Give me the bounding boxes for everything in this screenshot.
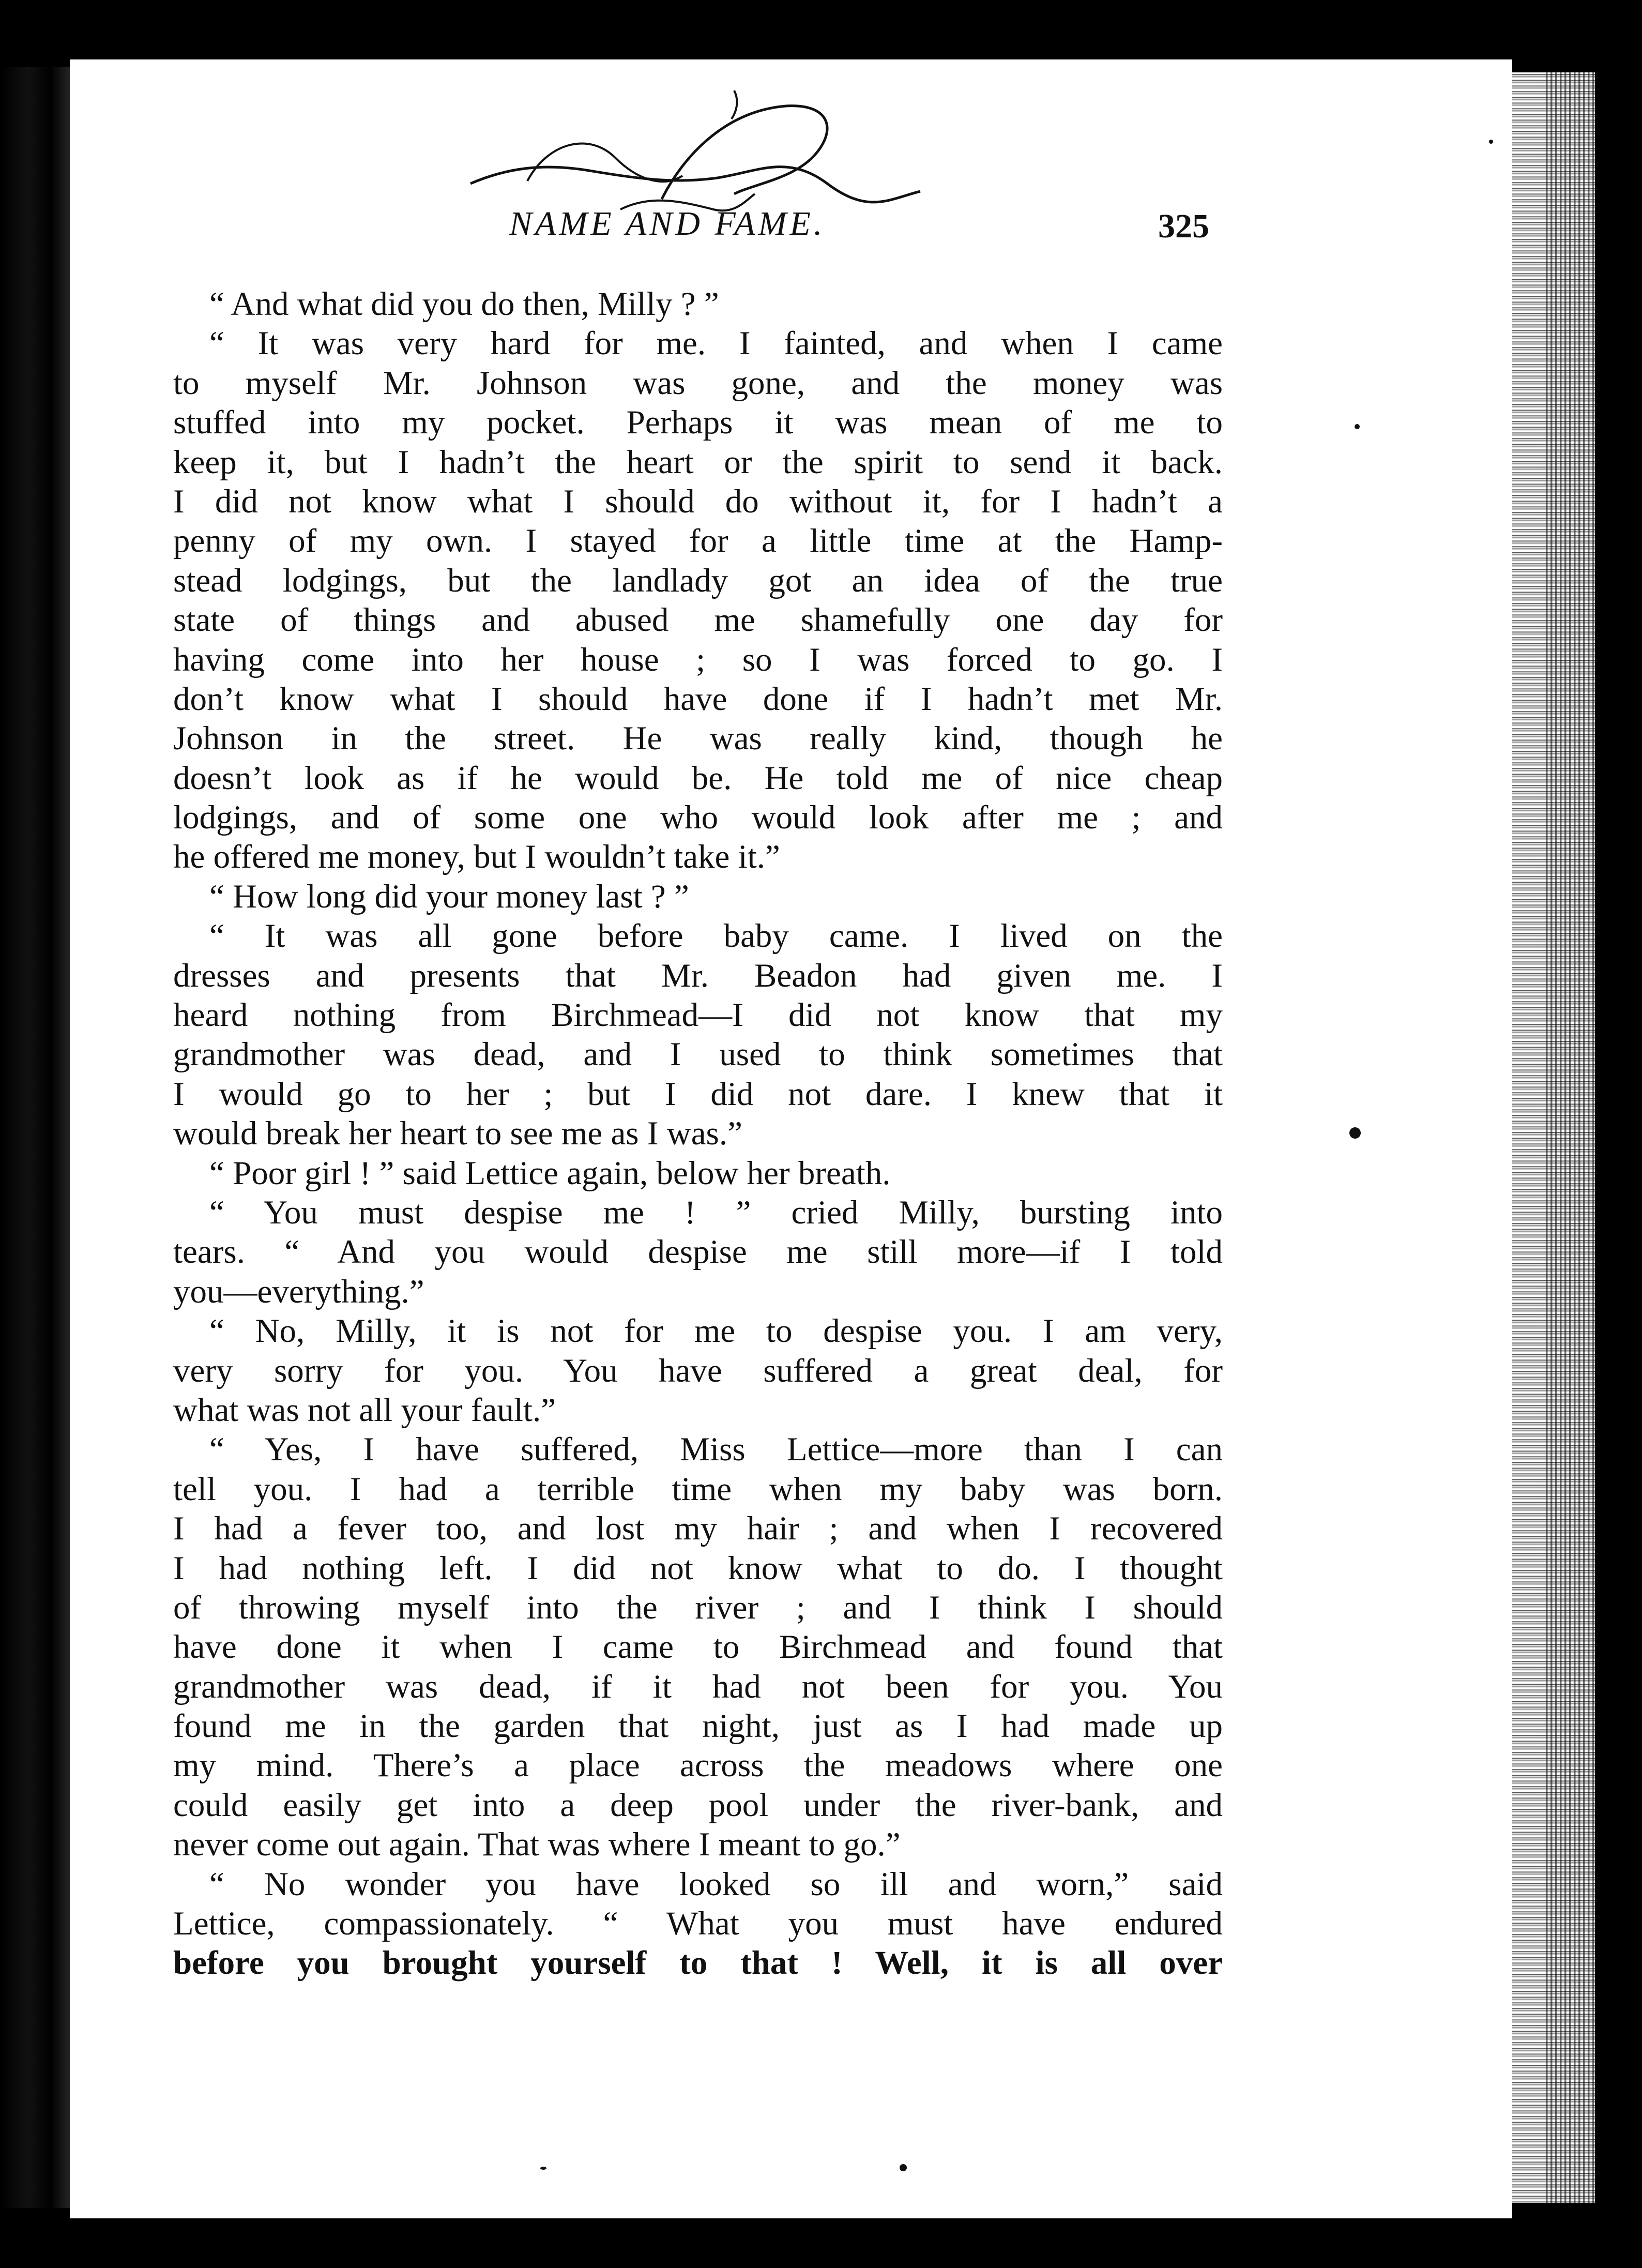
book-binding-gutter — [0, 67, 72, 2208]
text-line: have done it when I came to Birchmead and found that — [173, 1628, 1223, 1666]
text-line: “ Yes, I have suffered, Miss Lettice—more than I can — [209, 1431, 1223, 1469]
ink-speck — [900, 2164, 907, 2171]
text-line: found me in the garden that night, just as I had made up — [173, 1707, 1223, 1745]
ink-speck — [540, 2167, 546, 2170]
text-line: very sorry for you. You have suffered a great deal, for — [173, 1352, 1223, 1389]
text-line: “ No, Milly, it is not for me to despise you. I am very, — [209, 1312, 1223, 1350]
text-line: tell you. I had a terrible time when my baby was born. — [173, 1470, 1223, 1508]
text-line: to myself Mr. Johnson was gone, and the money was — [173, 364, 1223, 402]
text-line: you—everything.” — [173, 1273, 424, 1310]
text-line: “ No wonder you have looked so ill and worn,” said — [209, 1865, 1223, 1903]
text-line: heard nothing from Birchmead—I did not know that my — [173, 996, 1223, 1034]
text-line: he offered me money, but I wouldn’t take it.” — [173, 838, 780, 876]
text-line: state of things and abused me shamefully one day for — [173, 601, 1223, 639]
ink-speck — [1349, 1127, 1361, 1139]
text-line: my mind. There’s a place across the meadows where one — [173, 1747, 1223, 1785]
text-line: what was not all your fault.” — [173, 1391, 556, 1429]
text-line: dresses and presents that Mr. Beadon had given me. I — [173, 957, 1223, 994]
text-line: stuffed into my pocket. Perhaps it was mean of me to — [173, 404, 1223, 442]
text-line: I had a fever too, and lost my hair ; and when I recovered — [173, 1510, 1223, 1548]
text-line: could easily get into a deep pool under the river-bank, and — [173, 1786, 1223, 1824]
text-line: grandmother was dead, if it had not been for you. You — [173, 1668, 1223, 1705]
text-line: “ It was all gone before baby came. I lived on the — [209, 917, 1223, 955]
text-line: “ How long did your money last ? ” — [209, 878, 689, 915]
text-line: would break her heart to see me as I was.” — [173, 1115, 742, 1153]
text-line: lodgings, and of some one who would look after me ; and — [173, 799, 1223, 837]
text-line: I did not know what I should do without it, for I hadn’t a — [173, 482, 1223, 520]
text-line: keep it, but I hadn’t the heart or the spirit to send it back. — [173, 443, 1223, 481]
body-text — [173, 284, 1223, 1983]
text-line: never come out again. That was where I meant to go.” — [173, 1826, 901, 1864]
text-line: “ You must despise me ! ” cried Milly, bursting into — [209, 1193, 1223, 1231]
text-line: of throwing myself into the river ; and I think I should — [173, 1589, 1223, 1626]
text-line: doesn’t look as if he would be. He told me of nice cheap — [173, 759, 1223, 797]
text-line: don’t know what I should have done if I hadn’t met Mr. — [173, 680, 1223, 718]
text-line: tears. “ And you would despise me still more—if I told — [173, 1233, 1223, 1271]
text-line: I would go to her ; but I did not dare. I knew that it — [173, 1075, 1223, 1113]
text-line: Johnson in the street. He was really kind, though he — [173, 720, 1223, 758]
running-head: NAME AND FAME. — [509, 205, 826, 243]
text-line: before you brought yourself to that ! Well, it is all over — [173, 1944, 1223, 1982]
text-line: “ It was very hard for me. I fainted, and when I came — [209, 325, 1223, 362]
text-line: “ Poor girl ! ” said Lettice again, below her breath. — [209, 1154, 891, 1192]
page-number: 325 — [1158, 207, 1209, 245]
text-line: penny of my own. I stayed for a little time at the Hamp- — [173, 522, 1223, 560]
page-edges-shadow — [1546, 72, 1595, 2203]
text-line: I had nothing left. I did not know what to do. I thought — [173, 1549, 1223, 1587]
text-line: having come into her house ; so I was forced to go. I — [173, 641, 1223, 678]
text-line: Lettice, compassionately. “ What you must have endured — [173, 1905, 1223, 1943]
ink-speck — [1355, 424, 1360, 429]
ink-speck — [1489, 140, 1493, 144]
text-line: grandmother was dead, and I used to think sometimes that — [173, 1036, 1223, 1073]
text-line: “ And what did you do then, Milly ? ” — [209, 285, 719, 323]
text-line: stead lodgings, but the landlady got an idea of the true — [173, 562, 1223, 599]
